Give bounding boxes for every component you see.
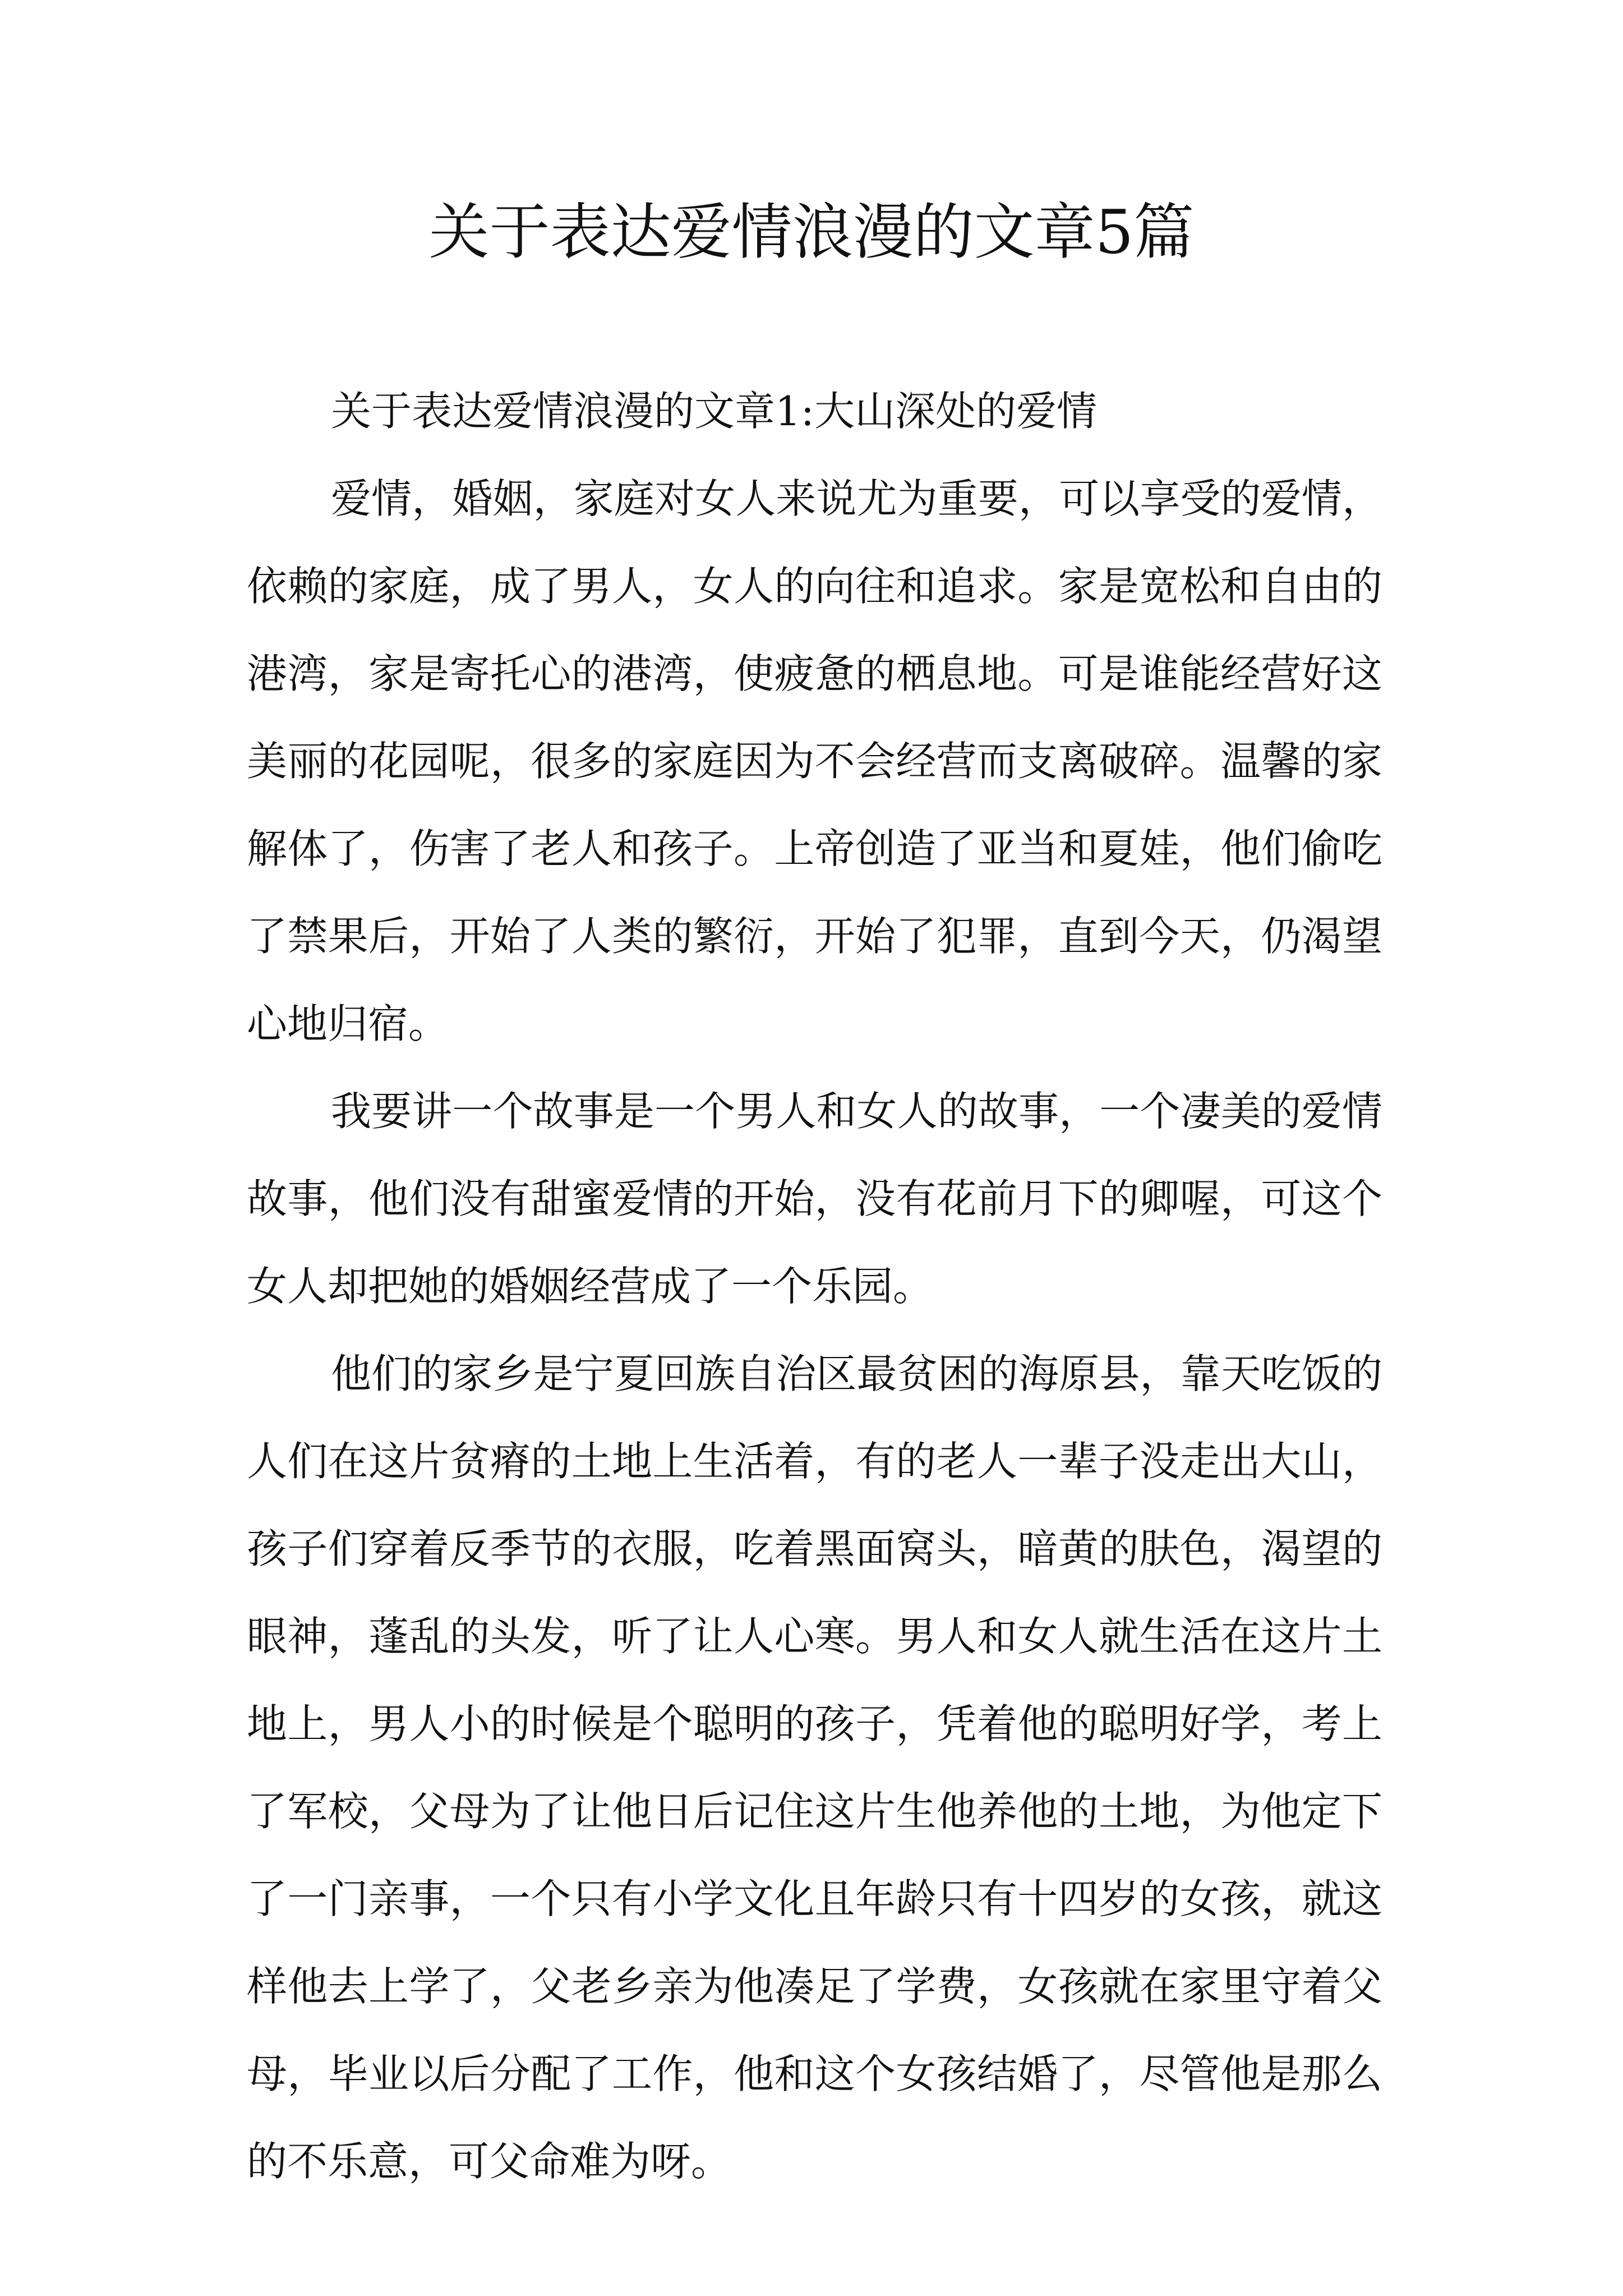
paragraph: 我要讲一个故事是一个男人和女人的故事，一个凄美的爱情故事，他们没有甜蜜爱情的开始，没有花前月下的卿喔，可这个女人却把她的婚姻经营成了一个乐园。 (247, 1088, 1382, 1310)
section-heading: 关于表达爱情浪漫的文章1:大山深处的爱情 (331, 388, 1098, 435)
paragraph: 爱情，婚姻，家庭对女人来说尤为重要，可以享受的爱情，依赖的家庭，成了男人，女人的向往和追求。家是宽松和自由的港湾，家是寄托心的港湾，使疲惫的栖息地。可是谁能经营好这美丽的花园呢，很多的家庭因为不会经营而支离破碎。温馨的家解体了，伤害了老人和孩子。上帝创造了亚当和夏娃，他们偷吃了禁果后，开始了人类的繁衍，开始了犯罪，直到今天，仍渴望心地归宿。 (247, 475, 1382, 1047)
document-title: 关于表达爱情浪漫的文章5篇 (428, 197, 1195, 268)
document-body (247, 367, 1382, 2205)
paragraph: 他们的家乡是宁夏回族自治区最贫困的海原县，靠天吃饭的人们在这片贫瘠的土地上生活着，有的老人一辈子没走出大山，孩子们穿着反季节的衣服，吃着黑面窝头，暗黄的肤色，渴望的眼神，蓬乱的头发，听了让人心寒。男人和女人就生活在这片土地上，男人小的时候是个聪明的孩子，凭着他的聪明好学，考上了军校，父母为了让他日后记住这片生他养他的土地，为他定下了一门亲事，一个只有小学文化且年龄只有十四岁的女孩，就这样他去上学了，父老乡亲为他凑足了学费，女孩就在家里守着父母，毕业以后分配了工作，他和这个女孩结婚了，尽管他是那么的不乐意，可父命难为呀。 (247, 1350, 1382, 2185)
